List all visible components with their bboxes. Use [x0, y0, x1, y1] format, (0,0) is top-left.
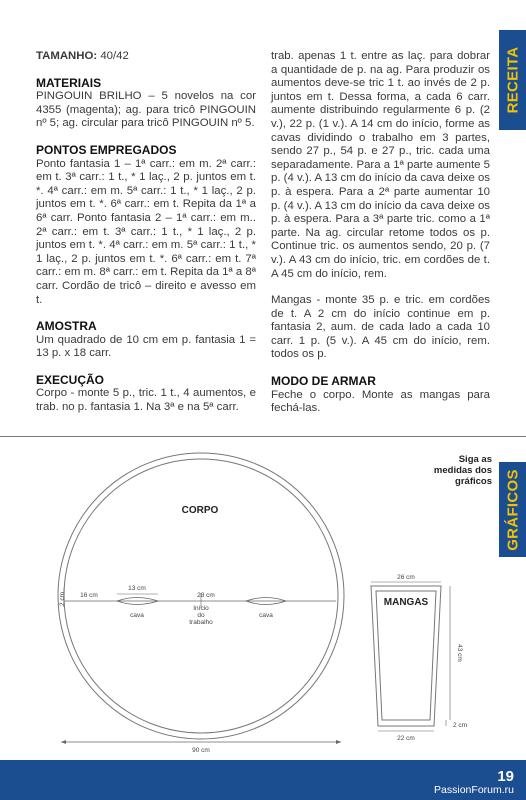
section-divider	[0, 436, 526, 437]
dim-90cm: 90 cm	[192, 747, 210, 754]
mangas-text: Mangas - monte 35 p. e tric. em cordões de t. A 2 cm do início continue em p. fantasia 2, aum. de cada lado a cada 10 carr. 1 p. (5 v.). A 45 cm do início, rem. todos os p.	[271, 294, 490, 361]
pontos-heading: PONTOS EMPREGADOS	[36, 142, 177, 157]
tamanho-value: 40/42	[97, 50, 129, 62]
materiais-heading: MATERIAIS	[36, 75, 102, 90]
graficos-tab-label: GRÁFICOS	[504, 468, 521, 551]
right-column	[271, 50, 490, 416]
page-number: 19	[497, 768, 514, 785]
dim-13cm: 13 cm	[128, 585, 146, 592]
materiais-text: PINGOUIN BRILHO – 5 novelos na cor 4355 (magenta); ag. para tricô PINGOUIN nº 5; ag. circular para tricô PINGOUIN nº 5.	[36, 90, 256, 130]
inicio-line-3: trabalho	[189, 619, 213, 626]
pontos-text: Ponto fantasia 1 – 1ª carr.: em m. 2ª carr.: em t. 3ª carr.: 1 t., * 1 laç., 2 p. juntos em t. *. 4ª carr.: em m. 5ª carr.: 1 t., * 1 laç., 2 p. juntos em t. *. 6ª carr.: em t. Repita da 1ª a 6ª carr. Ponto fantasia 2 – 1ª carr.: em m.. 2ª carr.: em t. 3ª carr.: 1 t., * 1 laç., 2 p. juntos em t. *. 4ª carr.: em m. 5ª carr.: 1 t., * 1 laç., 2 p. juntos em t. *. 6ª carr.: em t. 7ª carr.: em m. 8ª carr.: em t. Repita da 1ª a 8ª carr. Cordão de tricô – direito e avesso em t.	[36, 157, 256, 306]
cava-left-label: cava	[130, 612, 144, 619]
dim-2cm-right: 2 cm	[452, 722, 468, 729]
inicio-line-2: do	[197, 612, 205, 619]
receita-tab	[499, 30, 526, 130]
execucao-text: Corpo - monte 5 p., tric. 1 t., 4 aumentos, e trab. no p. fantasia 1. Na 3ª e na 5ª carr.	[36, 387, 256, 414]
note-line-3: gráficos	[455, 476, 492, 487]
receita-tab-label: RECEITA	[504, 46, 521, 114]
mangas-label: MANGAS	[383, 597, 429, 608]
tamanho-label: TAMANHO:	[36, 50, 98, 62]
note-line-1: Siga as	[458, 454, 492, 465]
cava-right-label: cava	[259, 612, 273, 619]
dim-43cm: 43 cm	[456, 644, 463, 662]
dim-26cm: 26 cm	[397, 574, 415, 581]
note-line-2: medidas dos	[433, 465, 492, 476]
corpo-label: CORPO	[181, 505, 219, 516]
dim-2cm-left: 2 cm	[59, 591, 66, 607]
tamanho-line	[36, 50, 256, 64]
modo-text: Feche o corpo. Monte as mangas para fechá-las.	[271, 388, 490, 415]
dim-28cm: 28 cm	[197, 592, 215, 599]
site-watermark: PassionForum.ru	[434, 784, 514, 796]
inicio-line-1: Início	[193, 605, 209, 612]
execucao-continued-text: trab. apenas 1 t. entre as laç. para dobrar a quantidade de p. na ag. Para produzir os aumentos deve-se tric 1 t. ao invés de 2 p. juntos em t. Dessa forma, a cada 6 carr. aumente distribuindo regularmente 6 p. (2 v.), 22 p. (1 v.). A 14 cm do início, forme as cavas dividindo o trabalho em 3 partes, sendo 27 p., 54 p. e 27 p., tric. cada uma separadamente. Para a 1ª parte aumente 5 p. (4 v.). A 13 cm do início da cava deixe os p. à espera. Para a 2ª parte aumentar 10 p. (4 v.). A 13 cm do início da cava deixe os p. à espera. Para a 3ª parte tric. como a 1ª parte. Na ag. circular retome todos os p. Continue tric. os aumentos sendo, 20 p. (7 v.). A 43 cm do início, tric. em cordões de t. A 45 cm do início, rem.	[271, 50, 490, 280]
modo-heading: MODO DE ARMAR	[271, 374, 376, 389]
pattern-diagram	[0, 440, 526, 760]
execucao-heading: EXECUÇÃO	[36, 372, 105, 387]
amostra-heading: AMOSTRA	[36, 319, 97, 334]
mangas-inner	[376, 591, 436, 720]
dim-16cm: 16 cm	[80, 592, 98, 599]
amostra-text: Um quadrado de 10 cm em p. fantasia 1 = 13 p. x 18 carr.	[36, 333, 256, 360]
left-column	[36, 50, 256, 415]
dim-22cm: 22 cm	[397, 735, 415, 742]
